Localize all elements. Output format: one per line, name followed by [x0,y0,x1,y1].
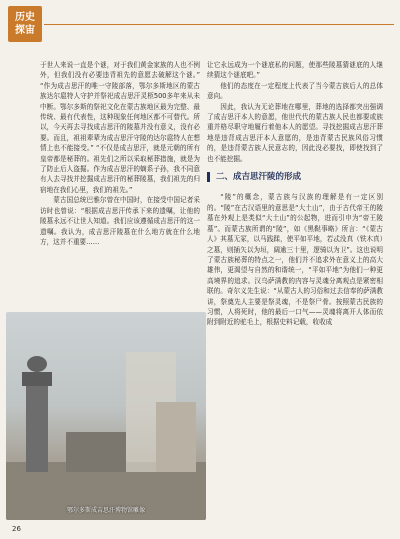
statue-photo [6,312,206,520]
right-paragraph-1: 让它永远成为一个谜底私的问题，使那些陵墓猜谜底的人继续猜这个谜底吧。” [207,61,383,80]
page-number: 26 [12,525,21,533]
right-paragraph-2: 他们的态度在一定程度上代表了当今蒙古族后人的总体意向。 [207,81,383,101]
left-column [40,60,200,308]
header-rule [44,24,394,25]
section-tag [8,6,42,42]
photo-caption: 鄂尔多斯成吉思汗博物馆雕像 [66,507,145,514]
right-column [207,60,383,530]
statue-illustration [6,312,206,520]
heading-bar [207,172,210,182]
left-paragraph-1: 于世人来说一直是个谜，对于我们黄金家族的人也不例外，但我们没有必要违背祖先的意愿去破解这个谜。” “作为成吉思汗的唯一守陵部落，鄂尔多斯地区的蒙古族达尔扈特人守护并祭祀成吉思汗灵柩500多年来从未中断。鄂尔多斯的祭祀文化在蒙古族地区最为完整、最传统、最有代表性，这种现象任何地区都不可替代。所以，今天再去寻找成吉思汗的陵墓并没有意义，没有必要。而且，祖祖辈辈为成吉思汗守陵的达尔扈特人在想情上也不能接受。” “不仅是成吉思汗，就是元朝的所有皇帝都是秘葬的。祖先们之所以采取秘葬措施，就是为了防止后人盗掘。作为成吉思汗的嫡系子孙，我不同意有人去寻找并挖掘成吉思汗的秘葬陵墓，我们祖先的归宿地在我们心里，我们的祖先。” [40,61,200,194]
left-paragraph-2: 蒙古国总统巴雅尔曾在中国时，在接受中国记者采访时也曾说：“根据成吉思汗传承下来的遗嘱，让他的陵墓永远不让世人知道。我们应该遵循成吉思汗的这一遗嘱。我认为，成吉思汗陵墓在什么地方就在什么地方，这并不重要…… [40,196,200,246]
section-tag-line1: 历史 [15,12,35,23]
section-heading [207,172,383,182]
section-tag-line2: 探宙 [15,25,35,36]
right-paragraph-3: 因此，我认为无论葬地在哪里，葬地的选择都突出强调了成吉思汗本人的意愿，他世代代的蒙古族人民也都要或族重并格尽职守地履行着他本人的愿望。寻找挖掘成吉思汗葬地是违背成吉思汗本人意愿的，是违背蒙古民族风俗习惯的，是违背蒙古族人民意志的，因此没必要找，即使找到了也不能挖掘。 [207,102,383,163]
section-heading-text: 二、成吉思汗陵的形成 [216,172,302,183]
right-paragraph-4: “陵”的概念，蒙古族与汉族的理解是有一定区别的。“陵”在古汉语里的意思是“大土山”，由于古代帝王的陵墓在外观上是类似“大土山”的公起物，进而引申为“帝王陵墓”。而蒙古族所谓的“陵”，如《黑鞑事略》所言：“《蒙古人》其墓无冢，以马践蹂，使平如平地，若忒没真（铁木真）之墓，则插矢以为垣，阔逾三十里，逻骑以为卫”。这也说明了蒙古族秘葬的特点之一，他们并不追求外在意义上的高大雄伟，更渴望与自然的和谐统一，“平如平地”为他们一种更高境界的追求。汉乌萨满教的内容与灵魂分离观点是紧密相联的。奇尔义先生说：“从蒙古人的习俗和过去信奉的萨满教讲，祭奠先人主要是祭灵魂，不是祭尸骨。按照蒙古民族的习惯，人将死时，他的最后一口气——灵魂将离开人体而依附到附近的驼毛上，根据史料记载，收收成 [207,193,383,327]
